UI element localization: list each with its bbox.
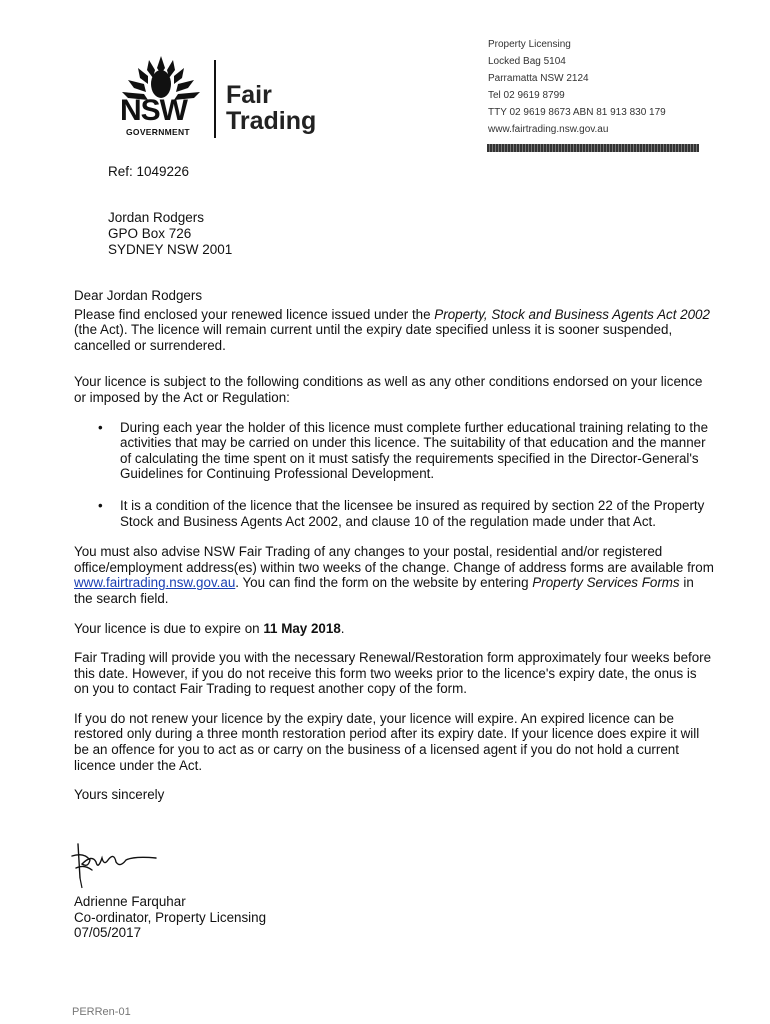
brand-line-2: Trading <box>226 107 317 135</box>
bullet-icon: • <box>98 419 103 435</box>
form-code: PERRen-01 <box>72 1006 131 1018</box>
fair-trading-website-link[interactable]: www.fairtrading.nsw.gov.au <box>74 575 236 591</box>
barcode-strip <box>487 144 699 152</box>
list-item: • It is a condition of the licence that the licensee be insured as required by section 22 of the Property Stock and Business Agents Act 2002, and clause 10 of the regulation made under that Act. <box>98 497 705 529</box>
act-name: Property, Stock and Business Agents Act 2002 <box>434 306 710 322</box>
office-line: TTY 02 9619 8673 ABN 81 913 830 179 <box>488 107 666 118</box>
office-line: Parramatta NSW 2124 <box>488 73 589 84</box>
reference-number: Ref: 1049226 <box>108 164 190 179</box>
signature-image <box>70 834 160 892</box>
recipient-name: Jordan Rodgers <box>108 210 205 225</box>
letter-date: 07/05/2017 <box>74 925 142 941</box>
bullet-icon: • <box>98 497 103 513</box>
salutation: Dear Jordan Rodgers <box>74 288 203 303</box>
list-item: • During each year the holder of this licence must complete further educational training relating to the activities that may be carried on under this licence. The suitability of that education and the manner of calculating the time spent on it must satisfy the requirements specified in the Director-General's Guidelines for Continuing Professional Development. <box>98 419 709 482</box>
fair-trading-wordmark <box>226 82 316 134</box>
expiry-date: 11 May 2018 <box>263 620 341 636</box>
logo-divider <box>214 60 216 138</box>
government-wordmark: GOVERNMENT <box>126 127 190 137</box>
paragraph-6: If you do not renew your licence by the expiry date, your licence will expire. An expired licence can be restored only during a three month restoration period after its expiry date. If your licence does expire it will be an offence for you to act as or carry on the business of a licensed agent if you do not hold a current licence under the Act. <box>74 710 700 773</box>
paragraph-5: Fair Trading will provide you with the necessary Renewal/Restoration form approximately four weeks before this date. However, if you do not receive this form two weeks prior to the licence's expiry date, the onus is on you to contact Fair Trading to request another copy of the form. <box>74 650 712 697</box>
office-details <box>488 36 666 138</box>
office-line: www.fairtrading.nsw.gov.au <box>488 124 609 135</box>
office-line: Property Licensing <box>488 39 571 50</box>
paragraph-2: Your licence is subject to the following conditions as well as any other conditions endorsed on your licence or imposed by the Act or Regulation: <box>74 374 703 405</box>
brand-line-1: Fair <box>226 81 272 109</box>
signatory-block <box>74 894 266 941</box>
office-line: Tel 02 9619 8799 <box>488 90 565 101</box>
nsw-wordmark: NSW <box>120 94 187 127</box>
recipient-address <box>108 210 232 258</box>
paragraph-4: Your licence is due to expire on 11 May 2018. <box>74 620 345 636</box>
signatory-title: Co-ordinator, Property Licensing <box>74 909 267 925</box>
letter-body <box>74 288 714 803</box>
signatory-name: Adrienne Farquhar <box>74 894 186 909</box>
recipient-line-2: GPO Box 726 <box>108 226 192 241</box>
nsw-fair-trading-logo <box>118 54 330 140</box>
recipient-line-3: SYDNEY NSW 2001 <box>108 242 233 257</box>
office-line: Locked Bag 5104 <box>488 56 566 67</box>
conditions-list <box>74 420 714 530</box>
paragraph-3: You must also advise NSW Fair Trading of any changes to your postal, residential and/or registered office/employment address(es) within two weeks of the change. Change of address forms are available from www.fairtrading.nsw.gov.au. You can find the form on the website by entering Property Services Forms in the search field. <box>74 544 714 606</box>
closing: Yours sincerely <box>74 787 165 803</box>
paragraph-1: Please find enclosed your renewed licence issued under the Property, Stock and Business Agents Act 2002 (the Act). The licence will remain current until the expiry date specified unless it is sooner suspended, cancelled or surrendered. <box>74 306 710 353</box>
